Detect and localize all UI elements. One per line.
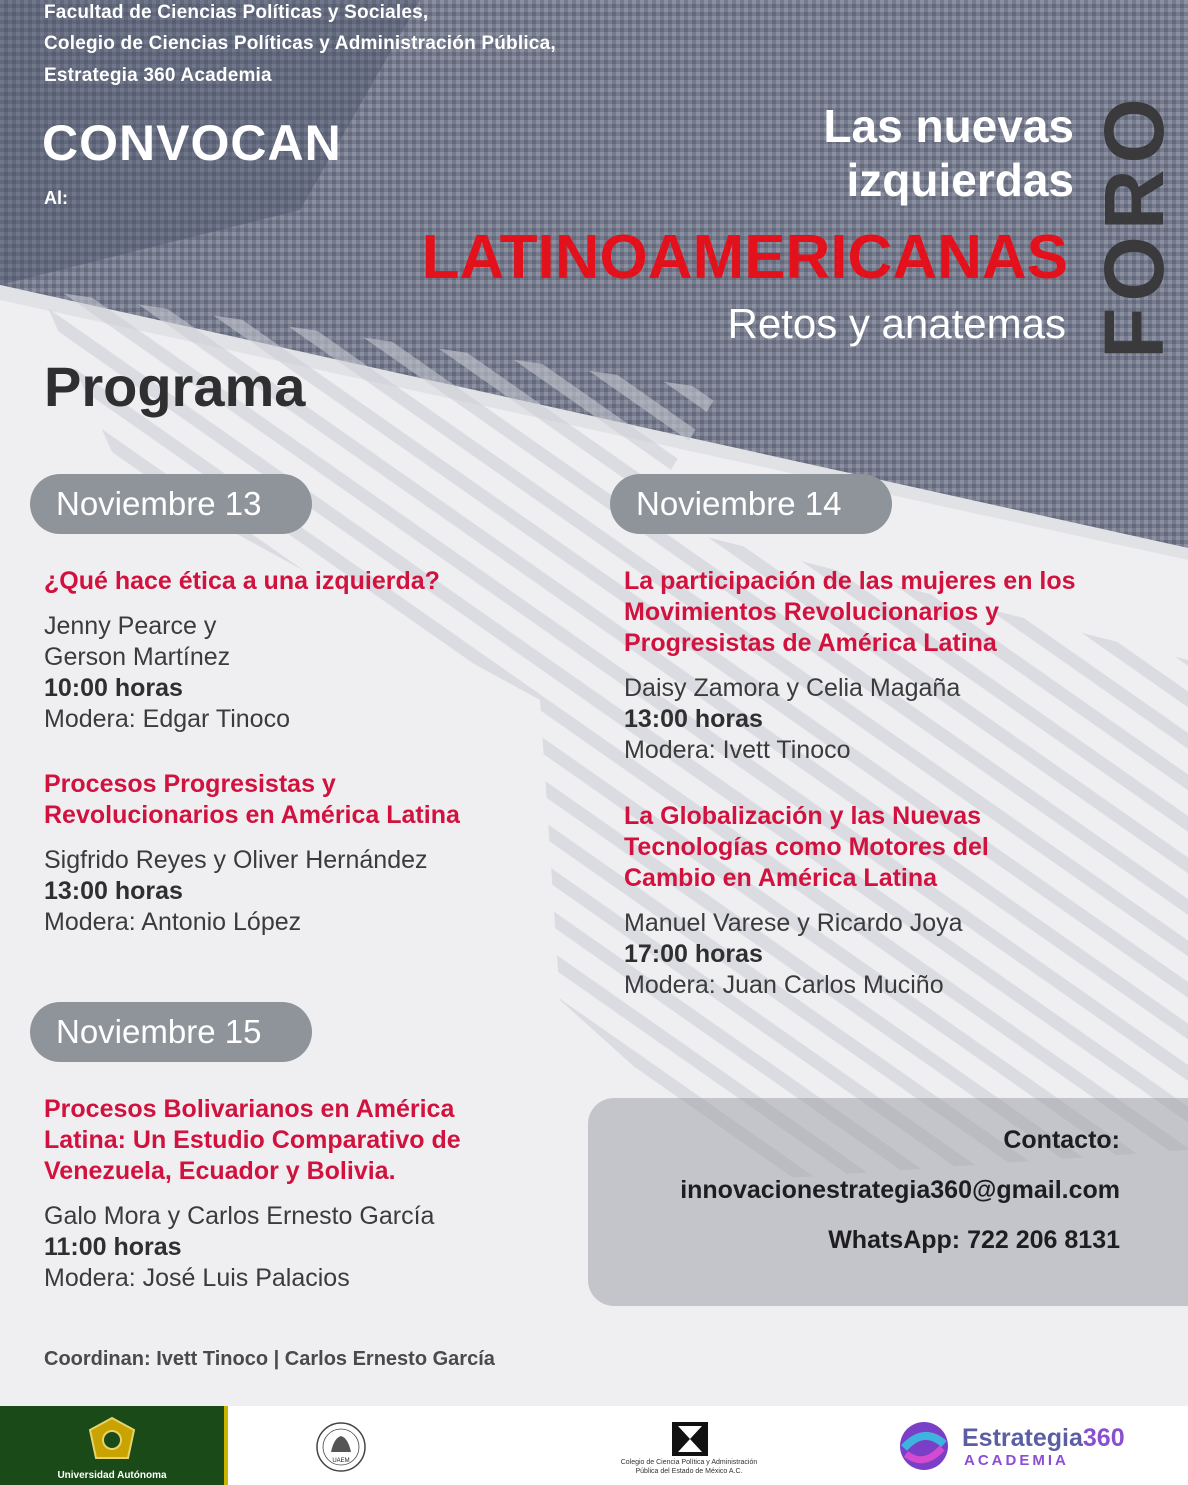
session-title-line: Tecnologías como Motores del <box>624 833 989 861</box>
session-speakers: Galo Mora y Carlos Ernesto García <box>44 1202 435 1230</box>
session-title-line: Venezuela, Ecuador y Bolivia. <box>44 1157 396 1185</box>
session-title <box>44 566 584 597</box>
session-moderator: Modera: Juan Carlos Muciño <box>624 971 944 999</box>
uaem-caption: Universidad Autónoma <box>57 1470 167 1481</box>
coordinators-line: Coordinan: Ivett Tinoco | Carlos Ernesto García <box>44 1348 495 1370</box>
session-title <box>624 801 1164 894</box>
contact-label: Contacto: <box>1003 1126 1120 1154</box>
session-title <box>44 769 584 831</box>
session-speakers: Sigfrido Reyes y Oliver Hernández <box>44 846 428 874</box>
uaem-seal-icon <box>314 1420 368 1474</box>
estrategia360-number: 360 <box>1082 1424 1125 1452</box>
session-title-line: Revolucionarios en América Latina <box>44 801 460 829</box>
session-etica-izquierda <box>44 566 584 735</box>
session-procesos-bolivarianos <box>44 1094 584 1294</box>
event-subtitle: Retos y anatemas <box>727 300 1066 347</box>
session-title-line: Cambio en América Latina <box>624 864 938 892</box>
session-title <box>44 1094 584 1187</box>
contact-email[interactable]: innovacionestrategia360@gmail.com <box>680 1176 1120 1204</box>
session-title-line: Progresistas de América Latina <box>624 629 997 657</box>
session-moderator: Modera: Antonio López <box>44 908 302 936</box>
session-speakers: Daisy Zamora y Celia Magaña <box>624 674 961 702</box>
date-pill-nov-14: Noviembre 14 <box>610 474 892 534</box>
estrategia360-name <box>962 1424 1125 1453</box>
session-hour: 17:00 horas <box>624 940 763 968</box>
organizer-line-2: Colegio de Ciencias Políticas y Administración Pública, <box>44 33 556 54</box>
session-moderator: Modera: Edgar Tinoco <box>44 705 290 733</box>
foro-text: FORO <box>1086 91 1181 359</box>
session-hour: 13:00 horas <box>44 877 183 905</box>
college-caption: Colegio de Ciencia Política y Administración Pública del Estado de México A.C. <box>620 1459 758 1475</box>
uaem-seal-text: UAEM <box>332 1458 350 1464</box>
logo-bar <box>0 1406 1188 1485</box>
event-title-line-2: izquierdas <box>846 154 1074 206</box>
session-speakers: Manuel Varese y Ricardo Joya <box>624 909 963 937</box>
session-title-line: La Globalización y las Nuevas <box>624 802 982 830</box>
uaem-logo <box>0 1406 228 1485</box>
session-title-line: Procesos Bolivarianos en América <box>44 1095 455 1123</box>
session-moderator: Modera: José Luis Palacios <box>44 1264 350 1292</box>
estrategia360-academia: ACADEMIA <box>964 1452 1069 1469</box>
estrategia360-icon <box>896 1418 952 1474</box>
uaem-crest-icon <box>82 1414 142 1466</box>
organizer-line-1: Facultad de Ciencias Políticas y Sociales, <box>44 2 429 23</box>
session-title-line: Movimientos Revolucionarios y <box>624 598 1000 626</box>
organizer-line-3: Estrategia 360 Academia <box>44 65 272 86</box>
session-title <box>624 566 1164 659</box>
session-moderator: Modera: Ivett Tinoco <box>624 736 851 764</box>
session-speakers: Gerson Martínez <box>44 643 231 671</box>
session-hour: 13:00 horas <box>624 705 763 733</box>
convocan-heading: CONVOCAN <box>42 115 342 171</box>
event-title-highlight: LATINOAMERICANAS <box>421 223 1068 292</box>
al-label: Al: <box>44 188 68 208</box>
date-pill-nov-15: Noviembre 15 <box>30 1002 312 1062</box>
event-title-line-1: Las nuevas <box>823 100 1074 152</box>
session-title-line: La participación de las mujeres en los <box>624 567 1076 595</box>
session-title-line: Procesos Progresistas y <box>44 770 336 798</box>
session-hour: 10:00 horas <box>44 674 183 702</box>
session-procesos-progresistas <box>44 769 584 938</box>
date-pill-nov-13: Noviembre 13 <box>30 474 312 534</box>
session-globalizacion <box>624 801 1164 1001</box>
session-title-line: Latina: Un Estudio Comparativo de <box>44 1126 461 1154</box>
program-heading: Programa <box>44 355 306 418</box>
session-mujeres-movimientos <box>624 566 1164 766</box>
estrategia360-word: Estrategia <box>962 1424 1083 1452</box>
contact-whatsapp[interactable]: WhatsApp: 722 206 8131 <box>828 1226 1120 1254</box>
session-hour: 11:00 horas <box>44 1233 182 1261</box>
session-title-line: ¿Qué hace ética a una izquierda? <box>44 567 440 595</box>
session-speakers: Jenny Pearce y <box>44 612 217 640</box>
college-emblem-icon <box>668 1420 712 1460</box>
foro-vertical-label <box>1086 91 1181 359</box>
